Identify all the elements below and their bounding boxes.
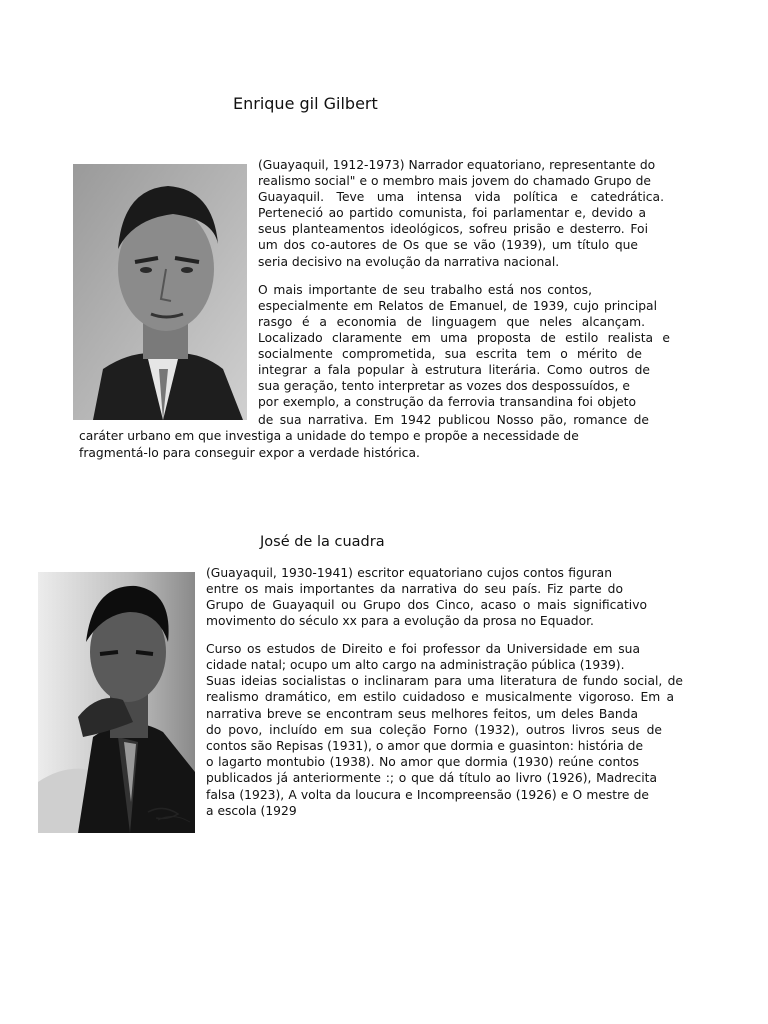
text-line: rasgo é a economia de linguagem que neles alcançam.	[258, 315, 645, 329]
text-line: a escola (1929	[206, 804, 297, 818]
text-line: publicados já anteriormente :; o que dá título ao livro (1926), Madrecita	[206, 771, 657, 785]
text-line: Perteneció ao partido comunista, foi parlamentar e, devido a	[258, 206, 646, 220]
text-line: de sua narrativa. Em 1942 publicou Nosso pão, romance de	[258, 413, 649, 427]
text-line: caráter urbano em que investiga a unidade do tempo e propõe a necessidade de	[79, 429, 579, 443]
text-line: cidade natal; ocupo um alto cargo na administração pública (1939).	[206, 658, 625, 672]
text-line: (Guayaquil, 1930-1941) escritor equatoriano cujos contos figuran	[206, 566, 612, 580]
text-line: Guayaquil. Teve uma intensa vida política e catedrática.	[258, 190, 664, 204]
text-line: falsa (1923), A volta da loucura e Incompreensão (1926) e O mestre de	[206, 788, 649, 802]
text-line: socialmente comprometida, sua escrita tem o mérito de	[258, 347, 642, 361]
section-title-gil-gilbert: Enrique gil Gilbert	[233, 94, 378, 113]
text-line: narrativa breve se encontram seus melhores feitos, um deles Banda	[206, 707, 638, 721]
text-line: seria decisivo na evolução da narrativa nacional.	[258, 255, 560, 269]
text-line: o lagarto montubio (1938). No amor que dormia (1930) reúne contos	[206, 755, 639, 769]
text-line: sua geração, tento interpretar as vozes dos despossuídos, e	[258, 379, 630, 393]
text-line: (Guayaquil, 1912-1973) Narrador equatoriano, representante do	[258, 158, 656, 172]
text-line: movimento do século xx para a evolução da prosa no Equador.	[206, 614, 594, 628]
portrait-de-la-cuadra	[38, 572, 195, 833]
text-line: do povo, incluído em sua coleção Forno (1932), outros livros seus de	[206, 723, 662, 737]
section-title-de-la-cuadra: José de la cuadra	[260, 534, 385, 550]
text-line: Localizado claramente em uma proposta de estilo realista e	[258, 331, 670, 345]
text-line: por exemplo, a construção da ferrovia transandina foi objeto	[258, 395, 636, 409]
text-line: Grupo de Guayaquil ou Grupo dos Cinco, acaso o mais significativo	[206, 598, 647, 612]
text-line: integrar a fala popular à estrutura literária. Como outros de	[258, 363, 650, 377]
text-line: seus planteamentos ideológicos, sofreu prisão e desterro. Foi	[258, 222, 648, 236]
text-line: um dos co-autores de Os que se vão (1939), um título que	[258, 238, 638, 252]
text-line: O mais importante de seu trabalho está nos contos,	[258, 283, 592, 297]
text-line: contos são Repisas (1931), o amor que dormia e guasinton: história de	[206, 739, 644, 753]
text-line: realismo social" e o membro mais jovem do chamado Grupo de	[258, 174, 651, 188]
text-line: Suas ideias socialistas o inclinaram para uma literatura de fundo social, de	[206, 674, 683, 688]
text-line: fragmentá-lo para conseguir expor a verdade histórica.	[79, 446, 420, 460]
portrait-gil-gilbert	[73, 164, 247, 420]
text-line: realismo dramático, em estilo cuidadoso e musicalmente vigoroso. Em a	[206, 690, 674, 704]
text-line: Curso os estudos de Direito e foi professor da Universidade em sua	[206, 642, 640, 656]
text-line: especialmente em Relatos de Emanuel, de 1939, cujo principal	[258, 299, 657, 313]
text-line: entre os mais importantes da narrativa do seu país. Fiz parte do	[206, 582, 623, 596]
